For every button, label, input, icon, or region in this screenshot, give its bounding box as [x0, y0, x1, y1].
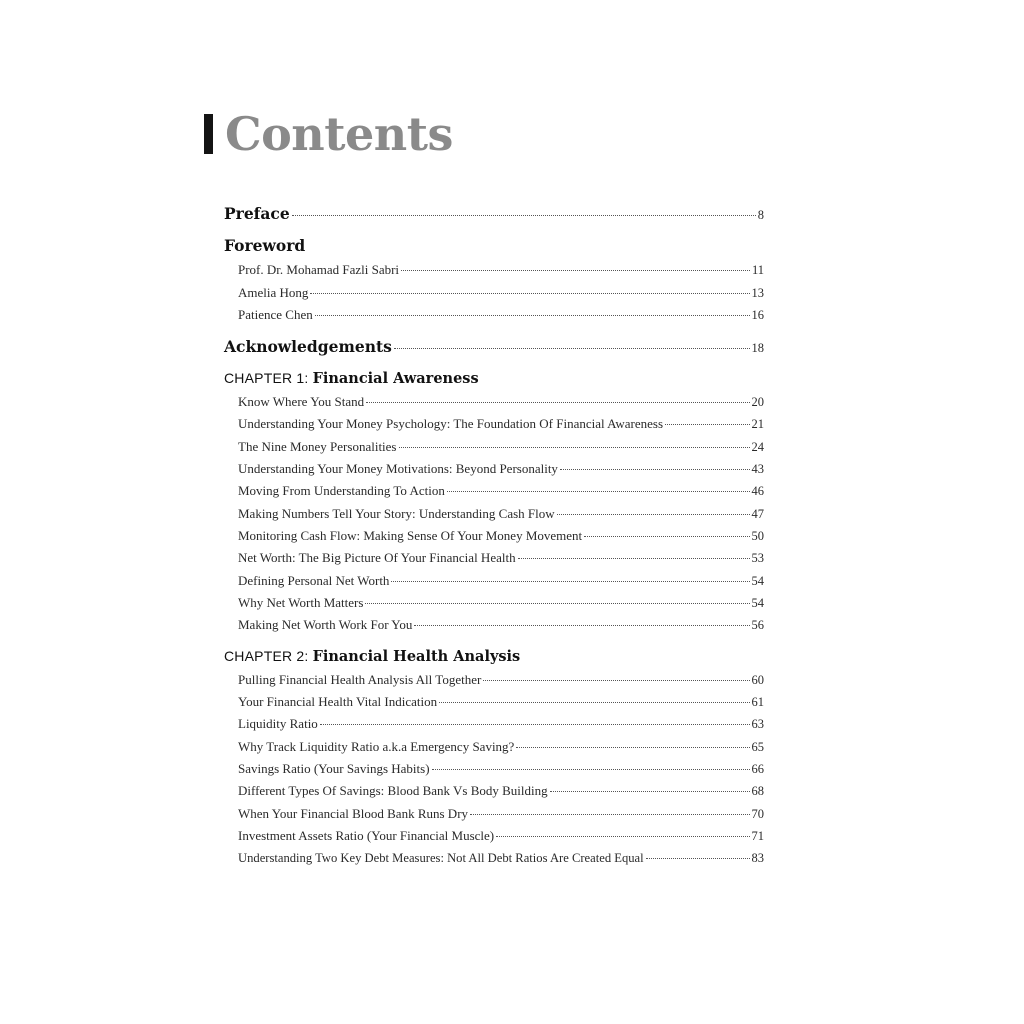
toc-entry[interactable]	[238, 393, 764, 411]
dot-leader	[646, 858, 750, 859]
toc-entry[interactable]	[238, 460, 764, 478]
toc-page-number: 54	[751, 596, 764, 610]
toc-entry[interactable]	[238, 527, 764, 545]
toc-page-number: 16	[751, 308, 764, 322]
dot-leader	[557, 514, 750, 515]
toc-entry-label: Moving From Understanding To Action	[238, 483, 445, 498]
toc-entry[interactable]	[238, 284, 764, 302]
dot-leader	[516, 747, 749, 748]
dot-leader	[470, 814, 749, 815]
title-text: Contents	[225, 107, 453, 161]
toc-entry[interactable]	[238, 715, 764, 733]
chapter-heading-2	[224, 646, 764, 667]
toc-entry-label: Making Net Worth Work For You	[238, 617, 413, 632]
toc-entry[interactable]	[238, 549, 764, 567]
toc-page-number: 8	[757, 208, 764, 222]
toc-entry[interactable]	[238, 261, 764, 279]
toc-entry-label: Understanding Your Money Motivations: Beyond Personality	[238, 461, 558, 476]
chapter-heading-1	[224, 368, 764, 389]
toc-entry[interactable]	[238, 782, 764, 800]
toc-entry[interactable]	[238, 849, 764, 867]
dot-leader	[391, 581, 749, 582]
toc-entry-label: When Your Financial Blood Bank Runs Dry	[238, 806, 469, 821]
toc-page-number: 11	[751, 263, 764, 277]
toc-entry[interactable]	[238, 760, 764, 778]
toc-page-number: 60	[751, 673, 764, 687]
dot-leader	[310, 293, 749, 294]
dot-leader	[550, 791, 750, 792]
dot-leader	[432, 769, 750, 770]
chapter-prefix: CHAPTER 2:	[224, 648, 313, 664]
dot-leader	[584, 536, 749, 537]
toc-entry-label: Acknowledgements	[224, 337, 392, 356]
toc-entry[interactable]	[238, 415, 764, 433]
title-accent-bar	[204, 114, 213, 154]
dot-leader	[447, 491, 750, 492]
toc-page-number: 54	[751, 574, 764, 588]
dot-leader	[439, 702, 749, 703]
toc-entry-label: Investment Assets Ratio (Your Financial Muscle)	[238, 828, 495, 843]
section-heading-foreword	[224, 236, 764, 257]
toc-entry-label: Liquidity Ratio	[238, 716, 318, 731]
toc-entry-label: Net Worth: The Big Picture Of Your Financial Health	[238, 550, 516, 565]
toc-entry-label: Amelia Hong	[238, 285, 309, 300]
dot-leader	[394, 348, 750, 349]
toc-page-number: 65	[751, 740, 764, 754]
toc-entry-label: Know Where You Stand	[238, 394, 365, 409]
dot-leader	[292, 215, 756, 216]
dot-leader	[665, 424, 749, 425]
toc-entry[interactable]	[238, 482, 764, 500]
toc-entry-preface[interactable]	[224, 205, 764, 224]
dot-leader	[315, 315, 750, 316]
toc-entry-label: Patience Chen	[238, 307, 313, 322]
toc-entry[interactable]	[238, 306, 764, 324]
toc-entry-label: Different Types Of Savings: Blood Bank Vs Body Building	[238, 783, 548, 798]
dot-leader	[414, 625, 749, 626]
section-heading-label: Foreword	[224, 236, 306, 255]
toc-entry[interactable]	[238, 805, 764, 823]
toc-page-number: 61	[751, 695, 764, 709]
toc-entry-label: Preface	[224, 204, 290, 223]
toc-entry[interactable]	[238, 693, 764, 711]
toc-entry-label: Understanding Two Key Debt Measures: Not All Debt Ratios Are Created Equal	[238, 851, 644, 865]
toc-page-number: 71	[751, 829, 764, 843]
toc-entry-label: Making Numbers Tell Your Story: Understanding Cash Flow	[238, 506, 555, 521]
chapter-name: Financial Health Analysis	[312, 648, 521, 665]
toc-entry-label: Prof. Dr. Mohamad Fazli Sabri	[238, 262, 400, 277]
toc-entry[interactable]	[238, 827, 764, 845]
toc-entry-label: Why Track Liquidity Ratio a.k.a Emergency Saving?	[238, 739, 515, 754]
toc-entry-acknowledgements[interactable]	[224, 338, 764, 357]
toc-page-number: 21	[751, 417, 764, 431]
toc-page-number: 56	[751, 618, 764, 632]
toc-entry[interactable]	[238, 671, 764, 689]
dot-leader	[496, 836, 749, 837]
toc-entry-label: Savings Ratio (Your Savings Habits)	[238, 761, 430, 776]
toc-page-number: 20	[751, 395, 764, 409]
toc-entry-label: Understanding Your Money Psychology: The Foundation Of Financial Awareness	[238, 416, 664, 431]
toc-entry[interactable]	[238, 738, 764, 756]
dot-leader	[560, 469, 750, 470]
toc-entry-label: Monitoring Cash Flow: Making Sense Of Your Money Movement	[238, 528, 583, 543]
toc-page-number: 46	[751, 484, 764, 498]
toc-page-number: 66	[751, 762, 764, 776]
toc-page-number: 68	[751, 784, 764, 798]
toc-page-number: 53	[751, 551, 764, 565]
toc-entry[interactable]	[238, 438, 764, 456]
toc-page-number: 50	[751, 529, 764, 543]
toc-page-number: 70	[751, 807, 764, 821]
toc-entry-label: The Nine Money Personalities	[238, 439, 397, 454]
chapter-prefix: CHAPTER 1:	[224, 370, 313, 386]
dot-leader	[401, 270, 750, 271]
toc-entry-label: Why Net Worth Matters	[238, 595, 364, 610]
dot-leader	[366, 402, 749, 403]
toc-page-number: 47	[751, 507, 764, 521]
dot-leader	[320, 724, 750, 725]
page-title	[204, 104, 453, 164]
toc-page-number: 63	[751, 717, 764, 731]
dot-leader	[483, 680, 749, 681]
toc-entry-label: Pulling Financial Health Analysis All Together	[238, 672, 482, 687]
chapter-name: Financial Awareness	[312, 370, 479, 387]
dot-leader	[365, 603, 749, 604]
toc-entry-label: Your Financial Health Vital Indication	[238, 694, 438, 709]
toc-entry[interactable]	[238, 505, 764, 523]
toc-page-number: 43	[751, 462, 764, 476]
toc-page-number: 18	[751, 341, 764, 355]
toc-entry[interactable]	[238, 616, 764, 634]
toc-page-number: 24	[751, 440, 764, 454]
toc-entry[interactable]	[238, 594, 764, 612]
toc-entry[interactable]	[238, 572, 764, 590]
dot-leader	[399, 447, 750, 448]
toc-page-number: 13	[751, 286, 764, 300]
toc-page-number: 83	[751, 851, 764, 865]
dot-leader	[518, 558, 750, 559]
toc-entry-label: Defining Personal Net Worth	[238, 573, 390, 588]
